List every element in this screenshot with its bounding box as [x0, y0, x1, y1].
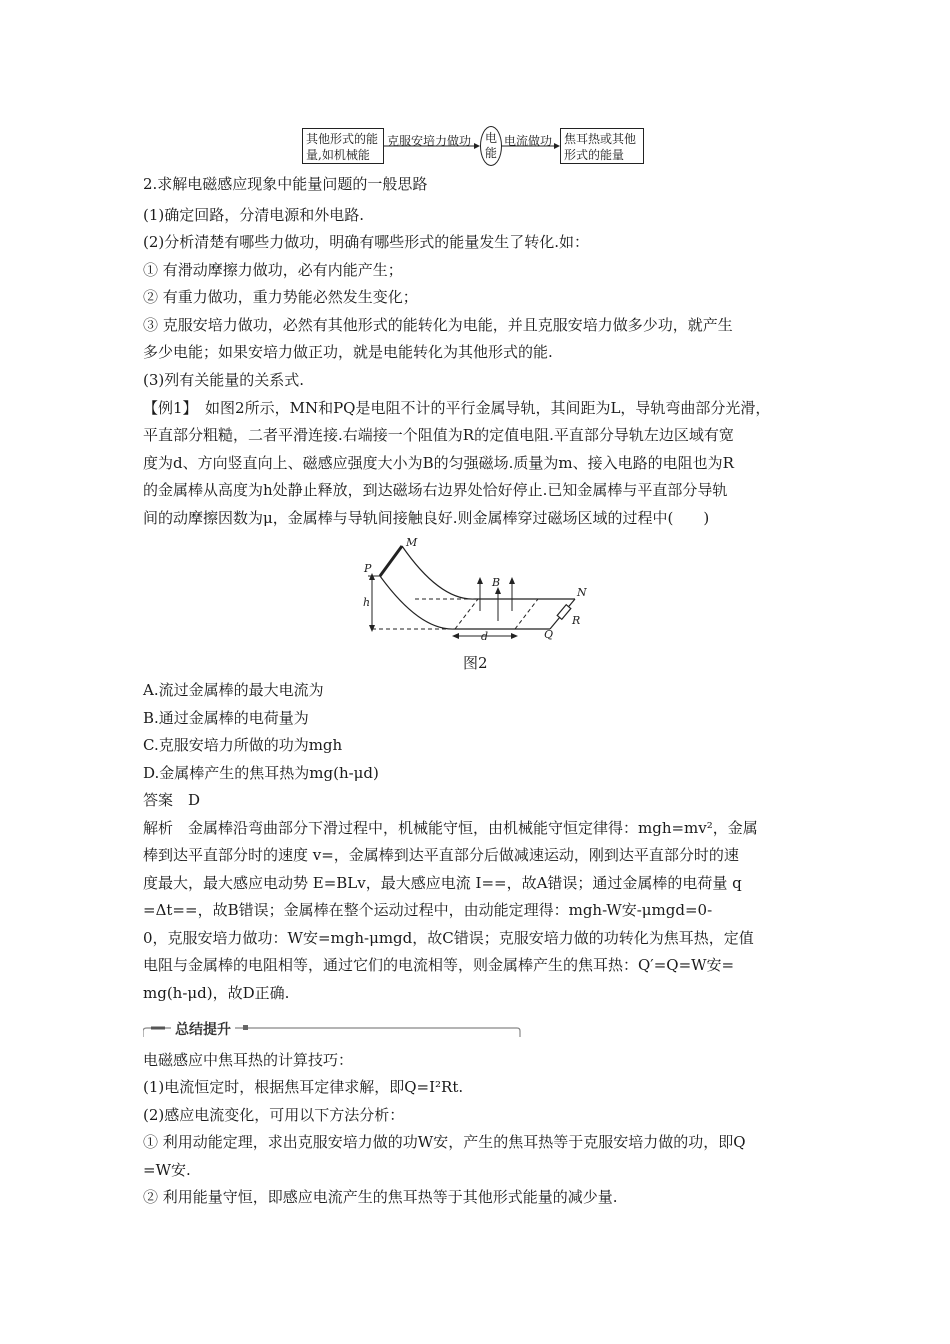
label-N: N [577, 586, 587, 599]
summary-header [143, 1019, 521, 1039]
summary-line: (1)电流恒定时，根据焦耳定律求解，即Q=I²Rt. [143, 1078, 464, 1096]
example-line: 度为d、方向竖直向上、磁感应强度大小为B的匀强磁场.质量为m、接入电路的电阻也为R [143, 454, 734, 472]
text-line: (1)确定回路，分清电源和外电路. [143, 206, 365, 224]
summary-line: =W安. [143, 1161, 191, 1179]
text-line: ② 有重力做功，重力势能必然发生变化； [143, 288, 418, 306]
text-line: 多少电能；如果安培力做正功，就是电能转化为其他形式的能. [143, 343, 553, 361]
summary-line: ① 利用动能定理，求出克服安培力做的功W安，产生的焦耳热等于克服安培力做的功，即Q [143, 1133, 746, 1151]
flow-box-source: 其他形式的能量,如机械能 [302, 128, 384, 164]
label-P: P [364, 562, 372, 575]
flow-box-result: 焦耳热或其他形式的能量 [560, 128, 644, 164]
label-Q: Q [544, 628, 554, 641]
example-line: 的金属棒从高度为h处静止释放，到达磁场右边界处恰好停止.已知金属棒与平直部分导轨 [143, 481, 728, 499]
analysis-line: 0，克服安培力做功：W安=mgh-μmgd，故C错误；克服安培力做的功转化为焦耳热，定值 [143, 929, 754, 947]
text-line: (3)列有关能量的关系式. [143, 371, 305, 389]
flow-label-ampere-work: 克服安培力做功 [387, 134, 472, 148]
analysis-line: mg(h-μd)，故D正确. [143, 984, 290, 1002]
summary-title: 总结提升 [171, 1019, 235, 1039]
label-M: M [406, 536, 418, 549]
label-d: d [481, 630, 489, 643]
figure-caption: 图2 [463, 654, 488, 672]
option-b: B.通过金属棒的电荷量为 [143, 709, 309, 727]
analysis-line: =Δt==，故B错误；金属棒在整个运动过程中，由动能定理得：mgh-W安-μmgd=0- [143, 901, 713, 919]
summary-line: ② 利用能量守恒，即感应电流产生的焦耳热等于其他形式能量的减少量. [143, 1188, 618, 1206]
analysis-line: 电阻与金属棒的电阻相等，通过它们的电流相等，则金属棒产生的焦耳热：Q′=Q=W安= [143, 956, 735, 974]
summary-line: (2)感应电流变化，可用以下方法分析： [143, 1106, 405, 1124]
option-a: A.流过金属棒的最大电流为 [143, 681, 324, 699]
text-line: ① 有滑动摩擦力做功，必有内能产生； [143, 261, 403, 279]
analysis-line: 解析 金属棒沿弯曲部分下滑过程中，机械能守恒，由机械能守恒定律得：mgh=mv²，金属 [143, 819, 758, 837]
example-line: 平直部分粗糙，二者平滑连接.右端接一个阻值为R的定值电阻.平直部分导轨左边区域有宽 [143, 426, 734, 444]
analysis-line: 棒到达平直部分时的速度 v=，金属棒到达平直部分后做减速运动，刚到达平直部分时的速 [143, 846, 739, 864]
answer: 答案 D [143, 791, 201, 809]
rail-figure [360, 536, 590, 646]
label-h: h [363, 596, 371, 609]
flow-label-current-work: 电流做功 [504, 134, 553, 148]
text-line: (2)分析清楚有哪些力做功，明确有哪些形式的能量发生了转化.如： [143, 233, 590, 251]
energy-flow-diagram [302, 126, 647, 168]
text-line: ③ 克服安培力做功，必然有其他形式的能转化为电能，并且克服安培力做多少功，就产生 [143, 316, 733, 334]
flow-oval-electric-energy: 电能 [480, 126, 502, 166]
text-line: 2.求解电磁感应现象中能量问题的一般思路 [143, 175, 428, 193]
option-d: D.金属棒产生的焦耳热为mg(h-μd) [143, 764, 379, 782]
option-c: C.克服安培力所做的功为mgh [143, 736, 343, 754]
example-line: 【例1】 如图2所示，MN和PQ是电阻不计的平行金属导轨，其间距为L，导轨弯曲部分光滑， [143, 399, 771, 417]
label-B: B [492, 576, 501, 589]
summary-line: 电磁感应中焦耳热的计算技巧： [143, 1051, 354, 1069]
example-line: 间的动摩擦因数为μ，金属棒与导轨间接触良好.则金属棒穿过磁场区域的过程中( ) [143, 509, 710, 527]
label-R: R [572, 614, 581, 627]
analysis-line: 度最大，最大感应电动势 E=BLv，最大感应电流 I==，故A错误；通过金属棒的电荷量 q [143, 874, 742, 892]
